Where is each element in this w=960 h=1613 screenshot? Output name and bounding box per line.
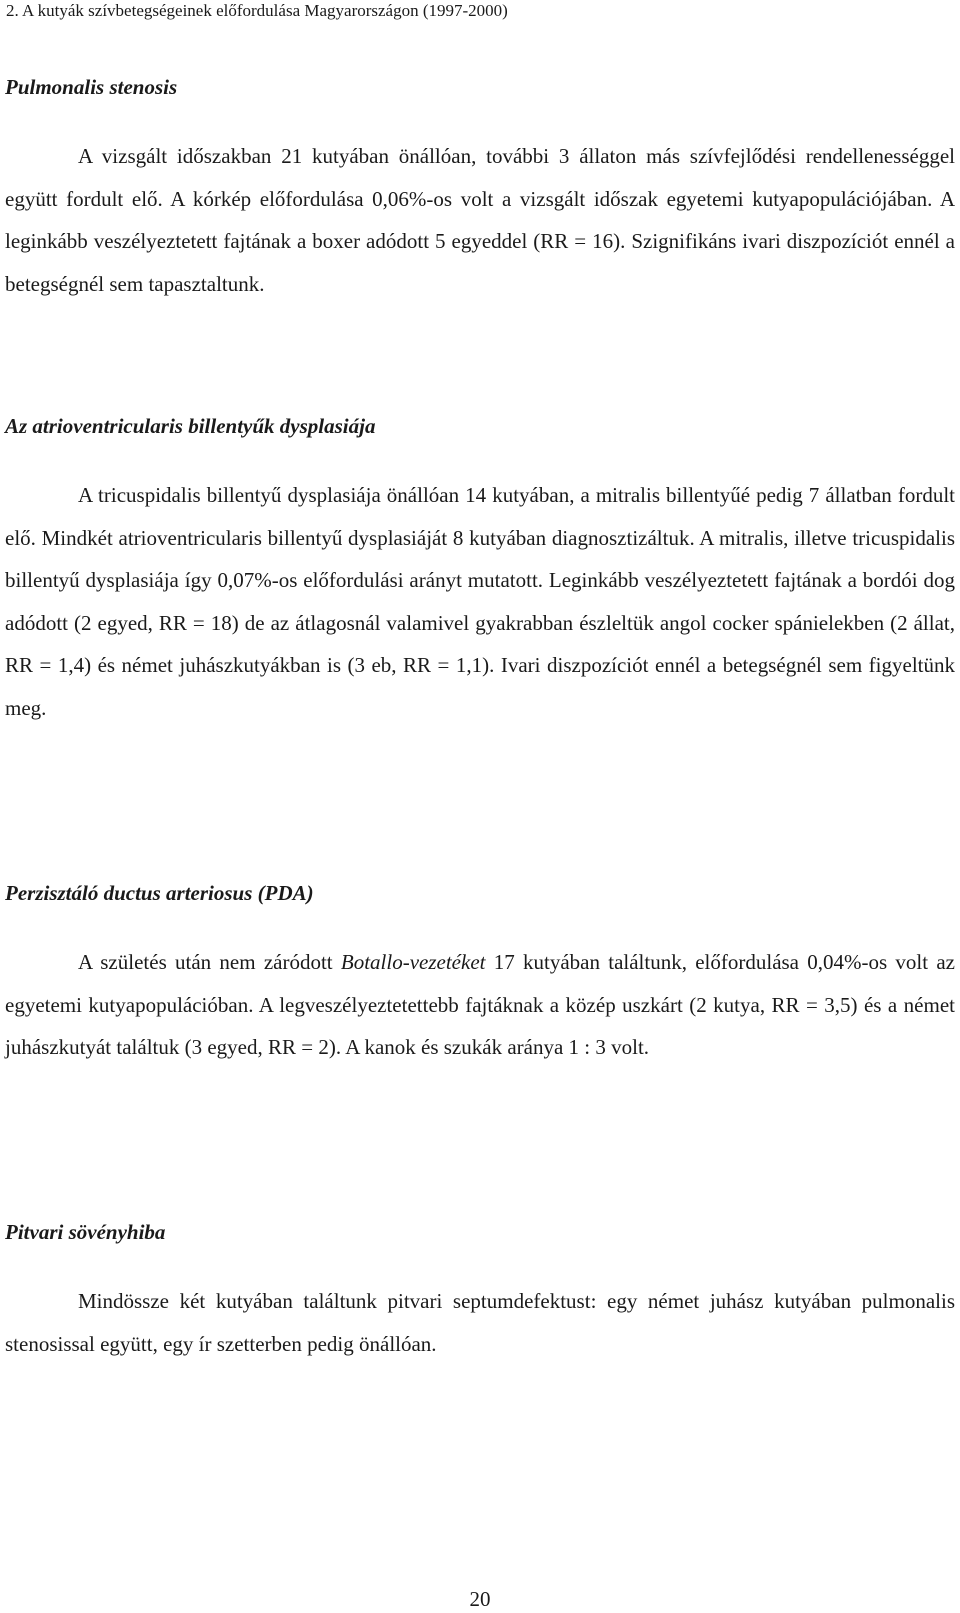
section-paragraph-atrial-septal-defect: Mindössze két kutyában találtunk pitvari septumdefektust: egy német juhász kutyában pulmonalis stenosissal együtt, egy ír szetterben pedig önállóan. — [5, 1289, 955, 1356]
section-paragraph-pda — [5, 941, 955, 1069]
section-heading-pda: Perzisztáló ductus arteriosus (PDA) — [5, 881, 314, 905]
pda-italic-term: Botallo-vezetéket — [340, 950, 486, 974]
section-paragraph-pulmonalis-stenosis: A vizsgált időszakban 21 kutyában önállóan, további 3 állaton más szívfejlődési rendellenességgel együtt fordult elő. A kórkép előfordulása 0,06%-os volt a vizsgált időszak egyetemi kutyapopulációjában. A leginkább veszélyeztetett fajtának a boxer adódott 5 egyeddel (RR = 16). Szignifikáns ivari diszpozíciót ennél a betegségnél sem tapasztaltunk. — [5, 144, 955, 296]
page-number: 20 — [469, 1587, 491, 1611]
pda-text-end: 17 kutyában találtunk, előfordulása 0,04%-os volt az egyetemi kutyapopulációban. A legveszélyeztetettebb fajtáknak a közép uszkárt (2 kutya, RR = 3,5) és a német juhászkutyát találtuk (3 egyed, RR = 2). A kanok és szukák aránya 1 : 3 volt. — [5, 950, 955, 1060]
running-header: 2. A kutyák szívbetegségeinek előfordulása Magyarországon (1997-2000) — [6, 1, 508, 20]
section-heading-pulmonalis-stenosis: Pulmonalis stenosis — [5, 75, 178, 99]
pda-text-start: A születés után nem záródott — [78, 950, 341, 974]
section-heading-av-valve-dysplasia: Az atrioventricularis billentyűk dysplasiája — [5, 414, 376, 438]
section-paragraph-av-valve-dysplasia: A tricuspidalis billentyű dysplasiája önállóan 14 kutyában, a mitralis billentyűé pedig 7 állatban fordult elő. Mindkét atrioventricularis billentyű dysplasiáját 8 kutyában diagnosztizáltuk. A mitralis, illetve tricuspidalis billentyű dysplasiája így 0,07%-os előfordulási arányt mutatott. Leginkább veszélyeztetett fajtának a bordói dog adódott (2 egyed, RR = 18) de az átlagosnál valamivel gyakrabban észleltük angol cocker spánielekben (2 állat, RR = 1,4) és német juhászkutyákban is (3 eb, RR = 1,1). Ivari diszpozíciót ennél a betegségnél sem figyeltünk meg. — [5, 483, 955, 720]
section-heading-atrial-septal-defect: Pitvari sövényhiba — [5, 1220, 166, 1244]
